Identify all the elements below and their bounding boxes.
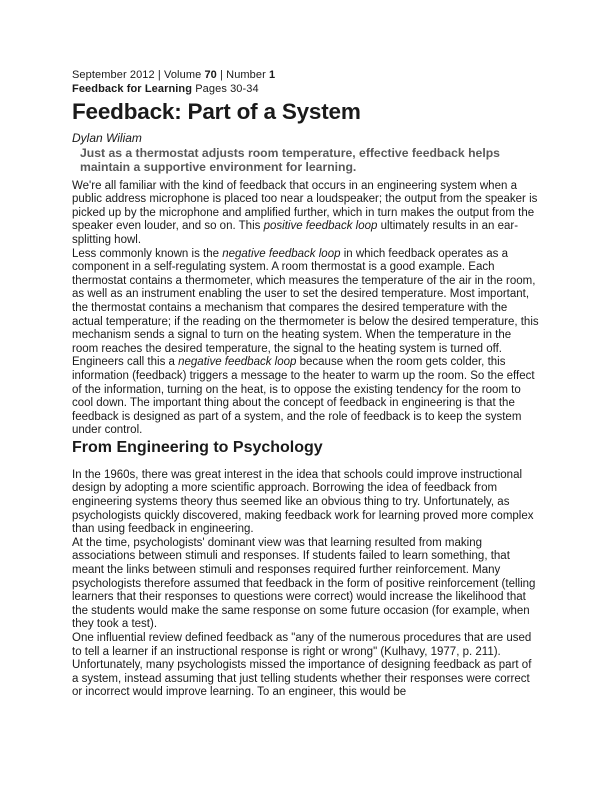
article-title: Feedback: Part of a System	[72, 99, 361, 124]
article-tagline: Just as a thermostat adjusts room temperature, effective feedback helps maintain a supportive environment for learning.	[80, 146, 500, 175]
paragraph-1960s: In the 1960s, there was great interest in the idea that schools could improve instructional design by adopting a more scientific approach. Borrowing the idea of feedback from engineering systems theory thus seemed like an obvious thing to try. Unfortunately, as psychologists quickly discovered, making feedback work for learning proved more complex than using feedback in engineering.	[72, 468, 534, 536]
page-content	[72, 69, 540, 700]
paragraph-thermostat-example: Less commonly known is the negative feedback loop in which feedback operates as a component in a self-regulating system. A room thermostat is a good example. Each thermostat contains a thermometer, which measures the temperature of the air in the room, as well as an instrument enabling the user to set the desired temperature. Most important, the thermostat contains a mechanism that compares the desired temperature with the actual temperature; if the reading on the thermometer is below the desired temperature, this mechanism sends a signal to turn on the heating system. When the temperature in the room reaches the desired temperature, the signal to the heating system is turned off.	[72, 247, 539, 355]
issue-line: September 2012 | Volume 70 | Number 1	[72, 69, 276, 81]
masthead	[72, 69, 540, 96]
paragraph-kulhavy-review: One influential review defined feedback as "any of the numerous procedures that are used to tell a learner if an instructional response is right or wrong" (Kulhavy, 1977, p. 211). Unfortunately, many psychologists missed the importance of designing feedback as part of a system, instead assuming that just telling students whether their responses were correct or incorrect would improve learning. To an engineer, this would be	[72, 632, 532, 699]
series-line: Feedback for Learning Pages 30-34	[72, 82, 259, 95]
article-body	[72, 180, 540, 700]
paragraph-stimuli-responses: At the time, psychologists' dominant view was that learning resulted from making associations between stimuli and responses. If students failed to learn something, that meant the links between stimuli and responses required further reinforcement. Many psychologists therefore assumed that feedback in the form of positive reinforcement (telling learners that their responses to questions were correct) would increase the likelihood that the students would make the same response on some future occasion (for example, when they took a test).	[72, 536, 536, 631]
author-byline: Dylan Wiliam	[72, 131, 142, 145]
paragraph-negative-feedback: Engineers call this a negative feedback loop because when the room gets colder, this information (feedback) triggers a message to the heater to warm up the room. So the effect of the information, turning on the heat, is to oppose the existing tendency for the room to cool down. The important thing about the concept of feedback in engineering is that the feedback is designed as part of a system, and the role of feedback is to keep the system under control.	[72, 356, 535, 437]
paragraph-feedback-loudspeaker: We're all familiar with the kind of feedback that occurs in an engineering system when a public address microphone is placed too near a loudspeaker; the output from the speaker is picked up by the microphone and amplified further, which in turn makes the output from the speaker even louder, and so on. This positive feedback loop ultimately results in an ear-splitting howl.	[72, 179, 538, 246]
section-heading-engineering-to-psychology: From Engineering to Psychology	[72, 438, 323, 456]
